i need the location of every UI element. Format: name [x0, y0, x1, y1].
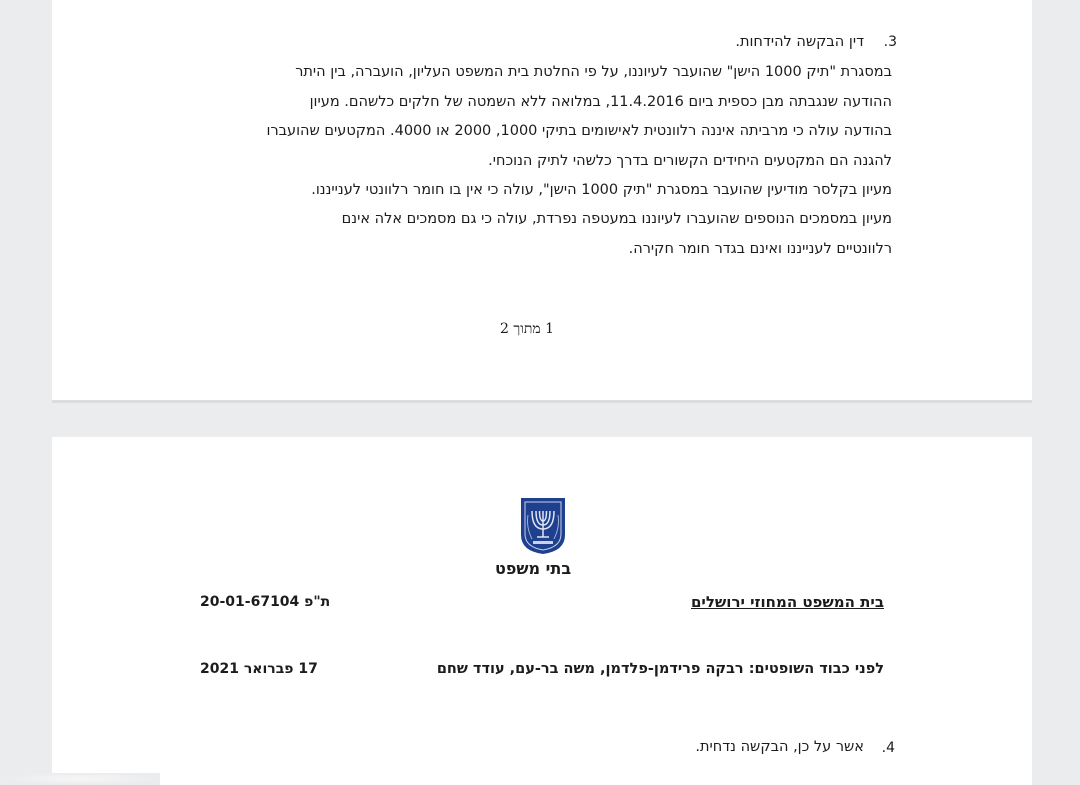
item-3-number: .3 [883, 34, 897, 50]
decision-date: 17 פברואר 2021 [200, 661, 318, 677]
document-page-2 [52, 437, 1032, 785]
judges-line: לפני כבוד השופטים: רבקה פרידמן-פלדמן, משה בר-עם, עודד שחם [436, 661, 884, 677]
case-number: ת"פ 20-01-67104 [200, 594, 331, 610]
paragraph-2: מעיון בקלסר מודיעין שהועבר במסגרת "תיק 1000 הישן", עולה כי אין בו חומר רלוונטי לענייננו. [311, 182, 892, 198]
paragraph-1-line-4: להגנה הם המקטעים היחידים הקשורים בדרך כלשהי לתיק הנוכחי. [488, 153, 892, 169]
paragraph-3-line-1: מעיון במסמכים הנוספים שהועברו לעיוננו במעטפה נפרדת, עולה כי גם מסמכים אלה אינם [341, 211, 892, 227]
paragraph-1-line-3: בהודעה עולה כי מרביתה איננה רלוונטית לאישומים בתיקי 1000, 2000 או 4000. המקטעים שהועברו [266, 123, 892, 139]
state-emblem-menorah-icon [518, 495, 568, 555]
emblem-caption: בתי משפט [495, 559, 572, 578]
paragraph-1-line-1: במסגרת "תיק 1000 הישן" שהועבר לעיוננו, על פי החלטת בית המשפט העליון, הועברה, בין היתר [295, 64, 892, 80]
paragraph-1-line-2: ההודעה שנגבתה מבן כספית ביום 11.4.2016, במלואה ללא השמטה של חלקים כלשהם. מעיון [309, 94, 892, 110]
paragraph-3-line-2: רלוונטיים לענייננו ואינם בגדר חומר חקירה. [628, 241, 892, 257]
item-4-text: אשר על כן, הבקשה נדחית. [695, 739, 864, 755]
document-page-1 [52, 0, 1032, 403]
page-number: 1 מתוך 2 [500, 321, 555, 337]
page-edge-shadow [0, 773, 160, 785]
item-4-number: .4 [881, 740, 895, 756]
court-name: בית המשפט המחוזי ירושלים [690, 593, 884, 611]
item-3-heading: דין הבקשה להידחות. [735, 34, 864, 50]
